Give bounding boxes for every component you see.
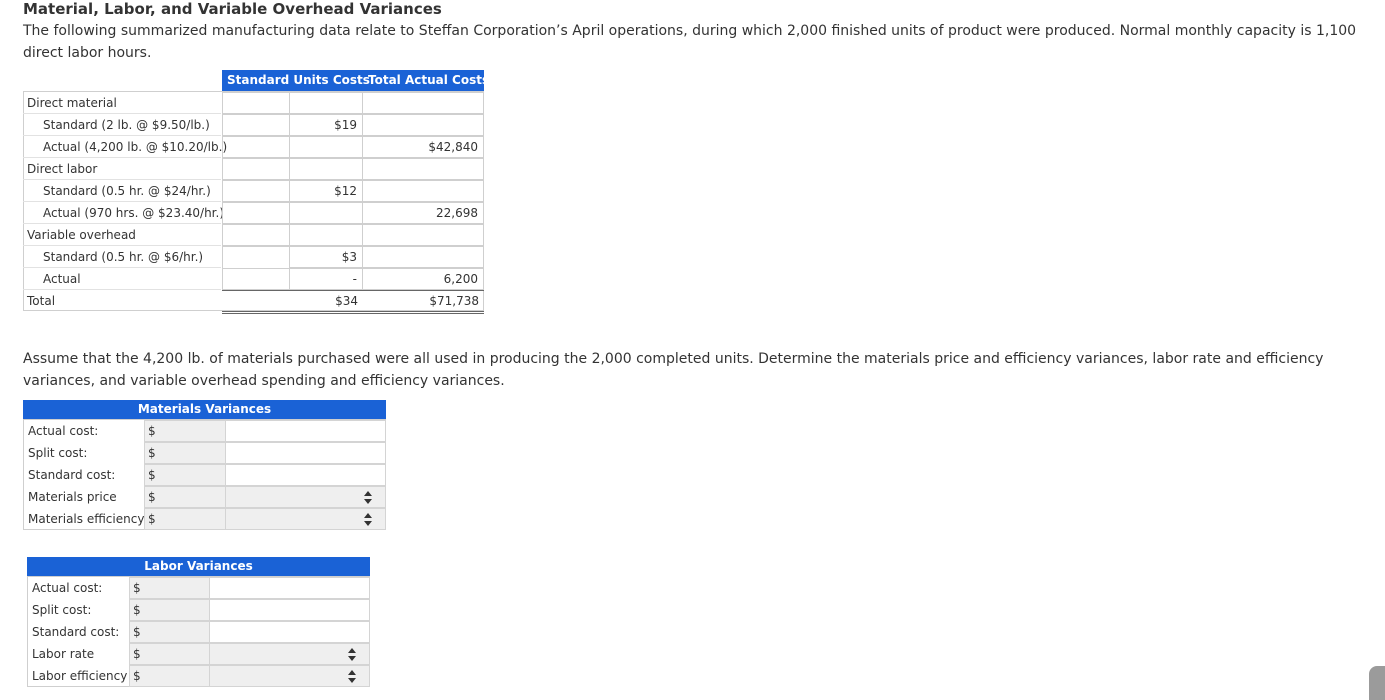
row-label-dm-actual: Actual (4,200 lb. @ $10.20/lb.): [23, 136, 221, 158]
lab-rate-favorability-select[interactable]: [209, 643, 370, 665]
table-cell: [222, 202, 290, 224]
table-cell: [222, 158, 290, 180]
materials-variances-header: Materials Variances: [23, 400, 386, 419]
select-arrows-icon: [364, 513, 372, 526]
table-cell: [289, 92, 363, 114]
page-title: Material, Labor, and Variable Overhead Variances: [23, 0, 442, 18]
lab-split-cost-input[interactable]: $: [129, 599, 210, 621]
labor-variances-header: Labor Variances: [27, 557, 370, 576]
col-standard-header: Standard Units Costs: [227, 73, 370, 87]
table-cell: [289, 158, 363, 180]
table-cell: [222, 268, 290, 290]
mat-split-cost-label: Split cost:: [28, 446, 88, 460]
dl-standard-cost: $12: [289, 180, 363, 202]
dm-actual-cost: $42,840: [362, 136, 484, 158]
dm-standard-cost: $19: [289, 114, 363, 136]
table-cell: [362, 180, 484, 202]
lab-split-cost-label: Split cost:: [32, 603, 92, 617]
table-cell: [209, 577, 370, 599]
total-actual-cost: $71,738: [362, 290, 484, 314]
table-cell: [362, 224, 484, 246]
mat-efficiency-input[interactable]: $: [144, 508, 226, 530]
select-arrows-icon: [348, 648, 356, 661]
table-cell: [225, 442, 386, 464]
lab-rate-label: Labor rate: [32, 647, 95, 661]
row-label-variable-overhead: Variable overhead: [23, 224, 221, 246]
table-cell: [225, 464, 386, 486]
side-scroll-tab[interactable]: [1369, 666, 1385, 700]
table-cell: [209, 599, 370, 621]
table-cell: [289, 224, 363, 246]
intro-text: The following summarized manufacturing data relate to Steffan Corporation’s April operations, during which 2,000 finished units of product were produced. Normal monthly capacity is 1,100 direct labor hours.: [23, 23, 1357, 61]
table-cell: [222, 224, 290, 246]
lab-rate-input[interactable]: $: [129, 643, 210, 665]
table-cell: [289, 202, 363, 224]
mat-actual-cost-input[interactable]: $: [144, 420, 226, 442]
table-cell: [222, 180, 290, 202]
table-cell: [222, 246, 290, 268]
mat-split-cost-input[interactable]: $: [144, 442, 226, 464]
mat-price-label: Materials price: [28, 490, 117, 504]
col-actual-header: Total Actual Costs: [368, 73, 490, 87]
mat-price-input[interactable]: $: [144, 486, 226, 508]
vo-standard-cost: $3: [289, 246, 363, 268]
vo-actual-cost: 6,200: [362, 268, 484, 290]
table-cell: [362, 246, 484, 268]
row-label-total: Total: [27, 294, 56, 308]
lab-efficiency-label: Labor efficiency: [32, 669, 128, 683]
row-label-dl-actual: Actual (970 hrs. @ $23.40/hr.): [23, 202, 221, 224]
vo-standard-dash: -: [289, 268, 363, 290]
row-label-direct-labor: Direct labor: [23, 158, 221, 180]
total-standard-cost: $34: [222, 290, 363, 314]
row-label-dl-standard: Standard (0.5 hr. @ $24/hr.): [23, 180, 221, 202]
table-cell: [222, 92, 290, 114]
mat-efficiency-favorability-select[interactable]: [225, 508, 386, 530]
lab-actual-cost-label: Actual cost:: [32, 581, 103, 595]
mat-efficiency-label: Materials efficiency: [28, 512, 145, 526]
table-cell: [222, 136, 290, 158]
table-cell: [289, 136, 363, 158]
row-label-vo-actual: Actual: [23, 268, 221, 290]
select-arrows-icon: [348, 670, 356, 683]
dl-actual-cost: 22,698: [362, 202, 484, 224]
row-label-dm-standard: Standard (2 lb. @ $9.50/lb.): [23, 114, 221, 136]
lab-standard-cost-input[interactable]: $: [129, 621, 210, 643]
select-arrows-icon: [364, 491, 372, 504]
lab-actual-cost-input[interactable]: $: [129, 577, 210, 599]
mat-standard-cost-input[interactable]: $: [144, 464, 226, 486]
mat-price-favorability-select[interactable]: [225, 486, 386, 508]
table-cell: [222, 114, 290, 136]
mat-actual-cost-label: Actual cost:: [28, 424, 99, 438]
lab-efficiency-favorability-select[interactable]: [209, 665, 370, 687]
row-label-vo-standard: Standard (0.5 hr. @ $6/hr.): [23, 246, 221, 268]
table-cell: [209, 621, 370, 643]
table-cell: [362, 158, 484, 180]
table-cell: [225, 420, 386, 442]
table-cell: [362, 114, 484, 136]
lab-standard-cost-label: Standard cost:: [32, 625, 120, 639]
row-label-direct-material: Direct material: [23, 92, 221, 114]
question-prompt: Assume that the 4,200 lb. of materials purchased were all used in producing the 2,000 completed units. Determine the materials price and efficiency variances, labor rate and efficiency variances, and variable overhead spending and efficiency variances.: [23, 351, 1324, 389]
table-cell: [362, 92, 484, 114]
lab-efficiency-input[interactable]: $: [129, 665, 210, 687]
mat-standard-cost-label: Standard cost:: [28, 468, 116, 482]
data-table-header: [222, 70, 490, 91]
